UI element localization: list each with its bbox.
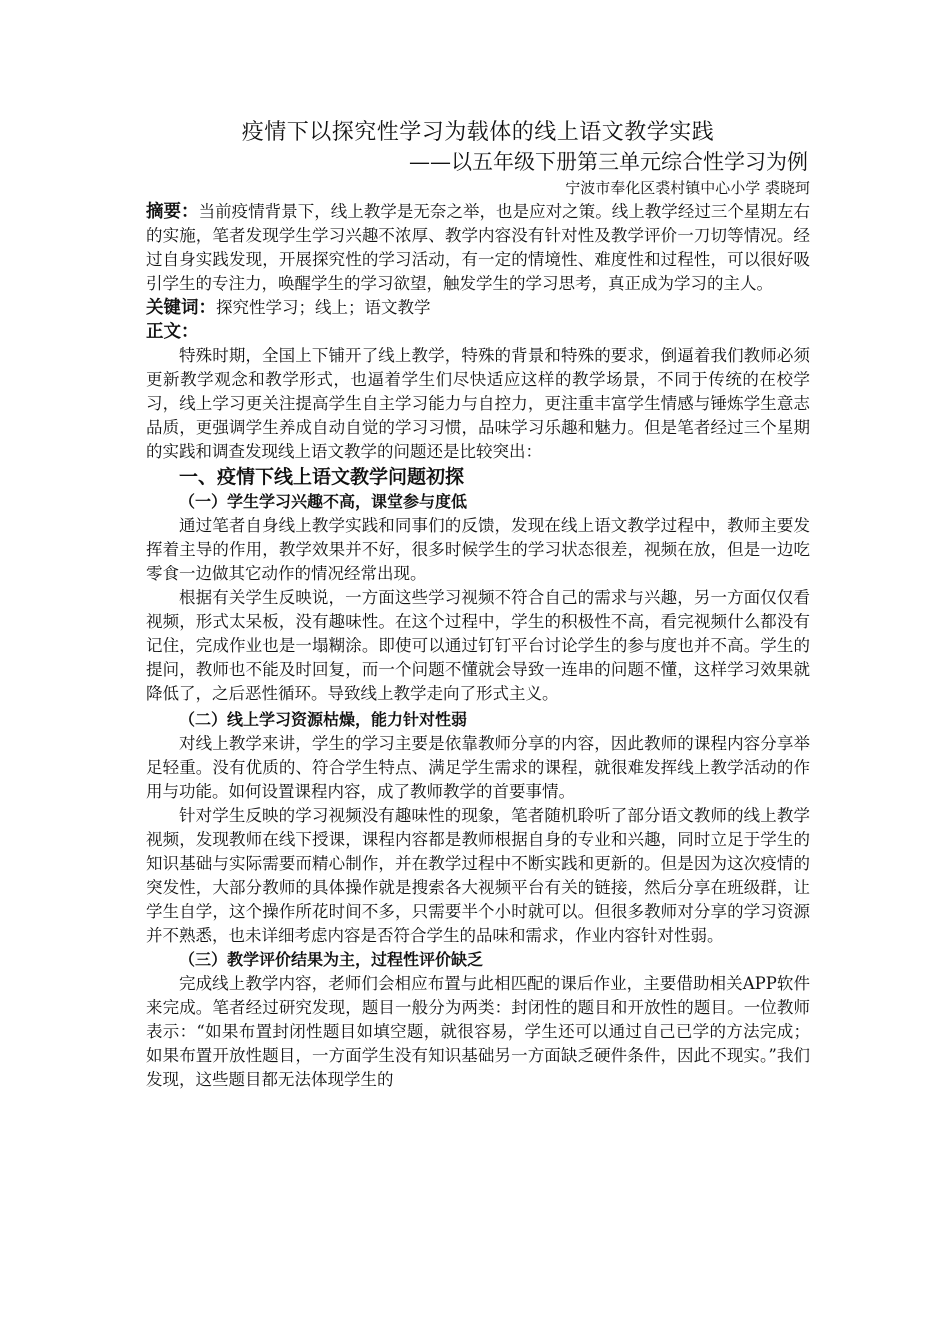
section-heading-1: 一、疫情下线上语文教学问题初探	[179, 466, 465, 488]
keywords-line	[146, 296, 810, 320]
abstract-paragraph	[146, 200, 810, 296]
subsection-1-paragraph-2: 根据有关学生反映说，一方面这些学习视频不符合自己的需求与兴趣，另一方面仅仅看视频，形式太呆板，没有趣味性。在这个过程中，学生的积极性不高，看完视频什么都没有记住，完成作业也是一塌糊涂。即使可以通过钉钉平台讨论学生的参与度也并不高。学生的提问，教师也不能及时回复，而一个问题不懂就会导致一连串的问题不懂，这样学习效果就降低了，之后恶性循环。导致线上教学走向了形式主义。	[146, 588, 810, 703]
document-page	[146, 118, 810, 1092]
body-label: 正文：	[146, 322, 199, 342]
subsection-heading-2: （二）线上学习资源枯燥，能力针对性弱	[179, 710, 468, 729]
abstract-text: 当前疫情背景下，线上教学是无奈之举，也是应对之策。线上教学经过三个星期左右的实施，笔者发现学生学习兴趣不浓厚、教学内容没有针对性及教学评价一刀切等情况。经过自身实践发现，开展探究性的学习活动，有一定的情境性、难度性和过程性，可以很好吸引学生的专注力，唤醒学生的学习欲望，触发学生的学习思考，真正成为学习的主人。	[146, 202, 811, 293]
subsection-1-paragraph-1: 通过笔者自身线上教学实践和同事们的反馈，发现在线上语文教学过程中，教师主要发挥着主导的作用，教学效果并不好，很多时候学生的学习状态很差，视频在放，但是一边吃零食一边做其它动作的情况经常出现。	[146, 516, 810, 583]
keywords-label: 关键词：	[146, 298, 216, 318]
subsection-2-paragraph-2: 针对学生反映的学习视频没有趣味性的现象，笔者随机聆听了部分语文教师的线上教学视频，发现教师在线下授课，课程内容都是教师根据自身的专业和兴趣，同时立足于学生的知识基础与实际需要而精心制作，并在教学过程中不断实践和更新的。但是因为这次疫情的突发性，大部分教师的具体操作就是搜索各大视频平台有关的链接，然后分享在班级群，让学生自学，这个操作所花时间不多，只需要半个小时就可以。但很多教师对分享的学习资源并不熟悉，也未详细考虑内容是否符合学生的品味和需求，作业内容针对性弱。	[146, 806, 810, 945]
abstract-label: 摘要：	[146, 202, 199, 222]
body-label-line	[146, 320, 810, 344]
document-title: 疫情下以探究性学习为载体的线上语文教学实践	[241, 120, 715, 145]
subsection-3-paragraph-1: 完成线上教学内容，老师们会相应布置与此相匹配的课后作业，主要借助相关APP软件来完成。笔者经过研究发现，题目一般分为两类：封闭性的题目和开放性的题目。一位教师表示：“如果布置封闭性题目如填空题，就很容易，学生还可以通过自己已学的方法完成；如果布置开放性题目，一方面学生没有知识基础另一方面缺乏硬件条件，因此不现实。”我们发现，这些题目都无法体现学生的	[146, 974, 810, 1089]
document-subtitle: ——以五年级下册第三单元综合性学习为例	[409, 150, 808, 174]
subsection-2-paragraph-1: 对线上教学来讲，学生的学习主要是依靠教师分享的内容，因此教师的课程内容分享举足轻重。没有优质的、符合学生特点、满足学生需求的课程，就很难发挥线上教学活动的作用与功能。如何设置课程内容，成了教师教学的首要事情。	[146, 734, 810, 801]
subsection-heading-3: （三）教学评价结果为主，过程性评价缺乏	[179, 950, 484, 969]
keywords-text: 探究性学习；线上；语文教学	[216, 298, 431, 317]
author-line: 宁波市奉化区裘村镇中心小学 裘晓珂	[565, 179, 810, 197]
intro-paragraph: 特殊时期，全国上下铺开了线上教学，特殊的背景和特殊的要求，倒逼着我们教师必须更新教学观念和教学形式，也逼着学生们尽快适应这样的教学场景，不同于传统的在校学习，线上学习更关注提高学生自主学习能力与自控力，更注重丰富学生情感与锤炼学生意志品质，更强调学生养成自动自觉的学习习惯，品味学习乐趣和魅力。但是笔者经过三个星期的实践和调查发现线上语文教学的问题还是比较突出：	[146, 346, 810, 461]
subsection-heading-1: （一）学生学习兴趣不高，课堂参与度低	[179, 492, 468, 511]
